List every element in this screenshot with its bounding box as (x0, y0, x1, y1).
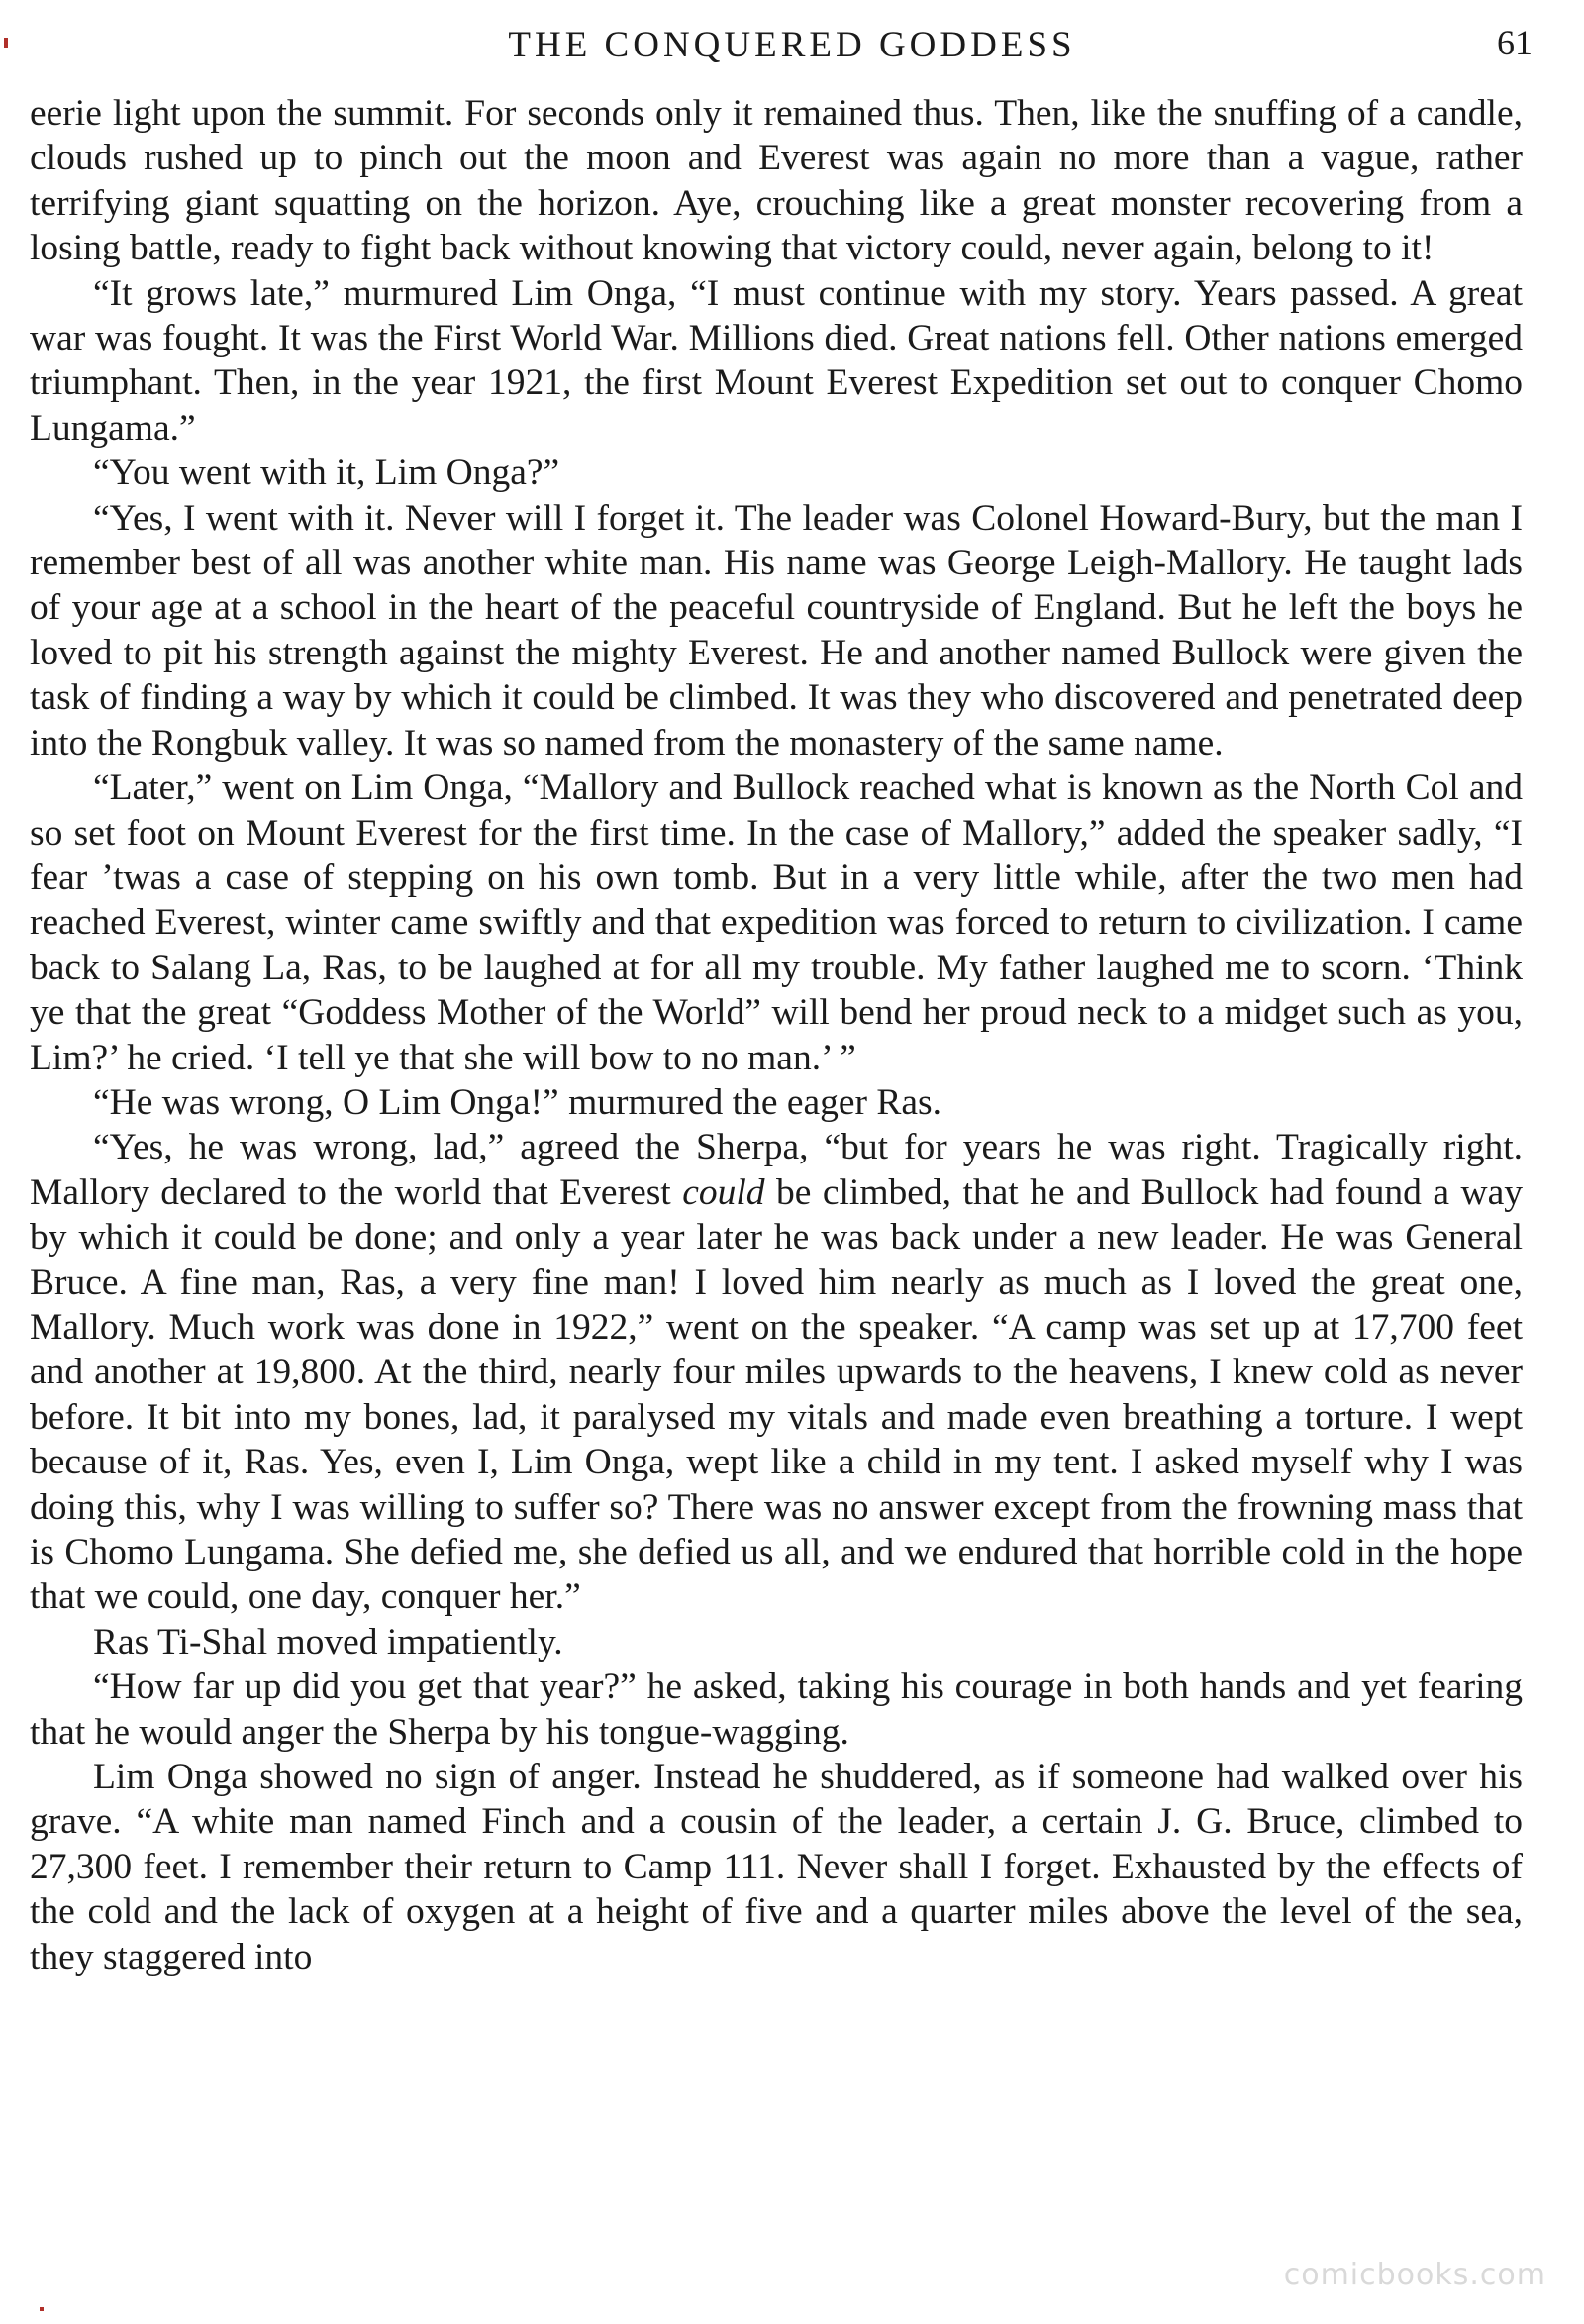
paragraph: Ras Ti-Shal moved impatiently. (93, 1621, 563, 1663)
paragraph: “Yes, he was wrong, lad,” agreed the Sherpa, “but for years he was right. Tragically right. Mallory declared to the world that Everest could be climbed, that he and Bullock had found a way by which it could be done; and only a year later he was back under a new leader. He was General Bruce. A fine man, Ras, a very fine man! I loved him nearly as much as I loved the great one, Mallory. Much work was done in 1922,” went on the speaker. “A camp was set up at 17,700 feet and another at 19,800. At the third, nearly four miles upwards to the heavens, I knew cold as never before. It bit into my bones, lad, it paralysed my vitals and made even breathing a torture. I wept because of it, Ras. Yes, even I, Lim Onga, wept like a child in my tent. I asked myself why I was doing this, why I was willing to suffer so? There was no answer except from the frowning mass that is Chomo Lungama. She defied me, she defied us all, and we endured that horrible cold in the hope that we could, one day, conquer her.” (30, 1127, 1523, 1618)
running-header (30, 20, 1554, 75)
watermark: comicbooks.com (1283, 2258, 1546, 2292)
page-mark (4, 38, 8, 48)
chapter-title: THE CONQUERED GODDESS (508, 25, 1076, 65)
paragraph: “Yes, I went with it. Never will I forget it. The leader was Colonel Howard-Bury, but the man I remember best of all was another white man. His name was George Leigh-Mallory. He taught lads of your age at a school in the heart of the peaceful countryside of England. But he left the boys he loved to pit his strength against the mighty Everest. He and another named Bullock were given the task of finding a way by which it could be climbed. It was they who discovered and penetrated deep into the Rongbuk valley. It was so named from the monastery of the same name. (30, 497, 1523, 763)
page-mark (40, 2307, 44, 2311)
paragraph: “Later,” went on Lim Onga, “Mallory and Bullock reached what is known as the North Col and so set foot on Mount Everest for the first time. In the case of Mallory,” added the speaker sadly, “I fear ’twas a case of stepping on his own tomb. But in a very little while, after the two men had reached Everest, winter came swiftly and that expedition was forced to return to civilization. I came back to Salang La, Ras, to be laughed at for all my trouble. My father laughed me to scorn. ‘Think ye that the great “Goddess Mother of the World” will bend her proud neck to a midget such as you, Lim?’ he cried. ‘I tell ye that she will bow to no man.’ ” (30, 767, 1523, 1078)
paragraph: “You went with it, Lim Onga?” (93, 453, 560, 494)
paragraph: Lim Onga showed no sign of anger. Instead he shuddered, as if someone had walked over his grave. “A white man named Finch and a cousin of the leader, a certain J. G. Bruce, climbed to 27,300 feet. I remember their return to Camp 111. Never shall I forget. Exhausted by the effects of the cold and the lack of oxygen at a height of five and a quarter miles above the level of the sea, they staggered into (30, 1757, 1523, 1977)
page-number: 61 (1497, 23, 1533, 62)
body-text (30, 91, 1523, 1979)
paragraph: “It grows late,” murmured Lim Onga, “I must continue with my story. Years passed. A great war was fought. It was the First World War. Millions died. Great nations fell. Other nations emerged triumphant. Then, in the year 1921, the first Mount Everest Expedition set out to conquer Chomo Lungama.” (30, 272, 1523, 449)
paragraph: “How far up did you get that year?” he asked, taking his courage in both hands and yet fearing that he would anger the Sherpa by his tongue-wagging. (30, 1667, 1523, 1753)
paragraph: eerie light upon the summit. For seconds only it remained thus. Then, like the snuffing of a candle, clouds rushed up to pinch out the moon and Everest was again no more than a vague, rather terrifying giant squatting on the horizon. Aye, crouching like a great monster recovering from a losing battle, ready to fight back without knowing that victory could, never again, belong to it! (30, 93, 1523, 269)
paragraph: “He was wrong, O Lim Onga!” murmured the eager Ras. (93, 1081, 942, 1123)
